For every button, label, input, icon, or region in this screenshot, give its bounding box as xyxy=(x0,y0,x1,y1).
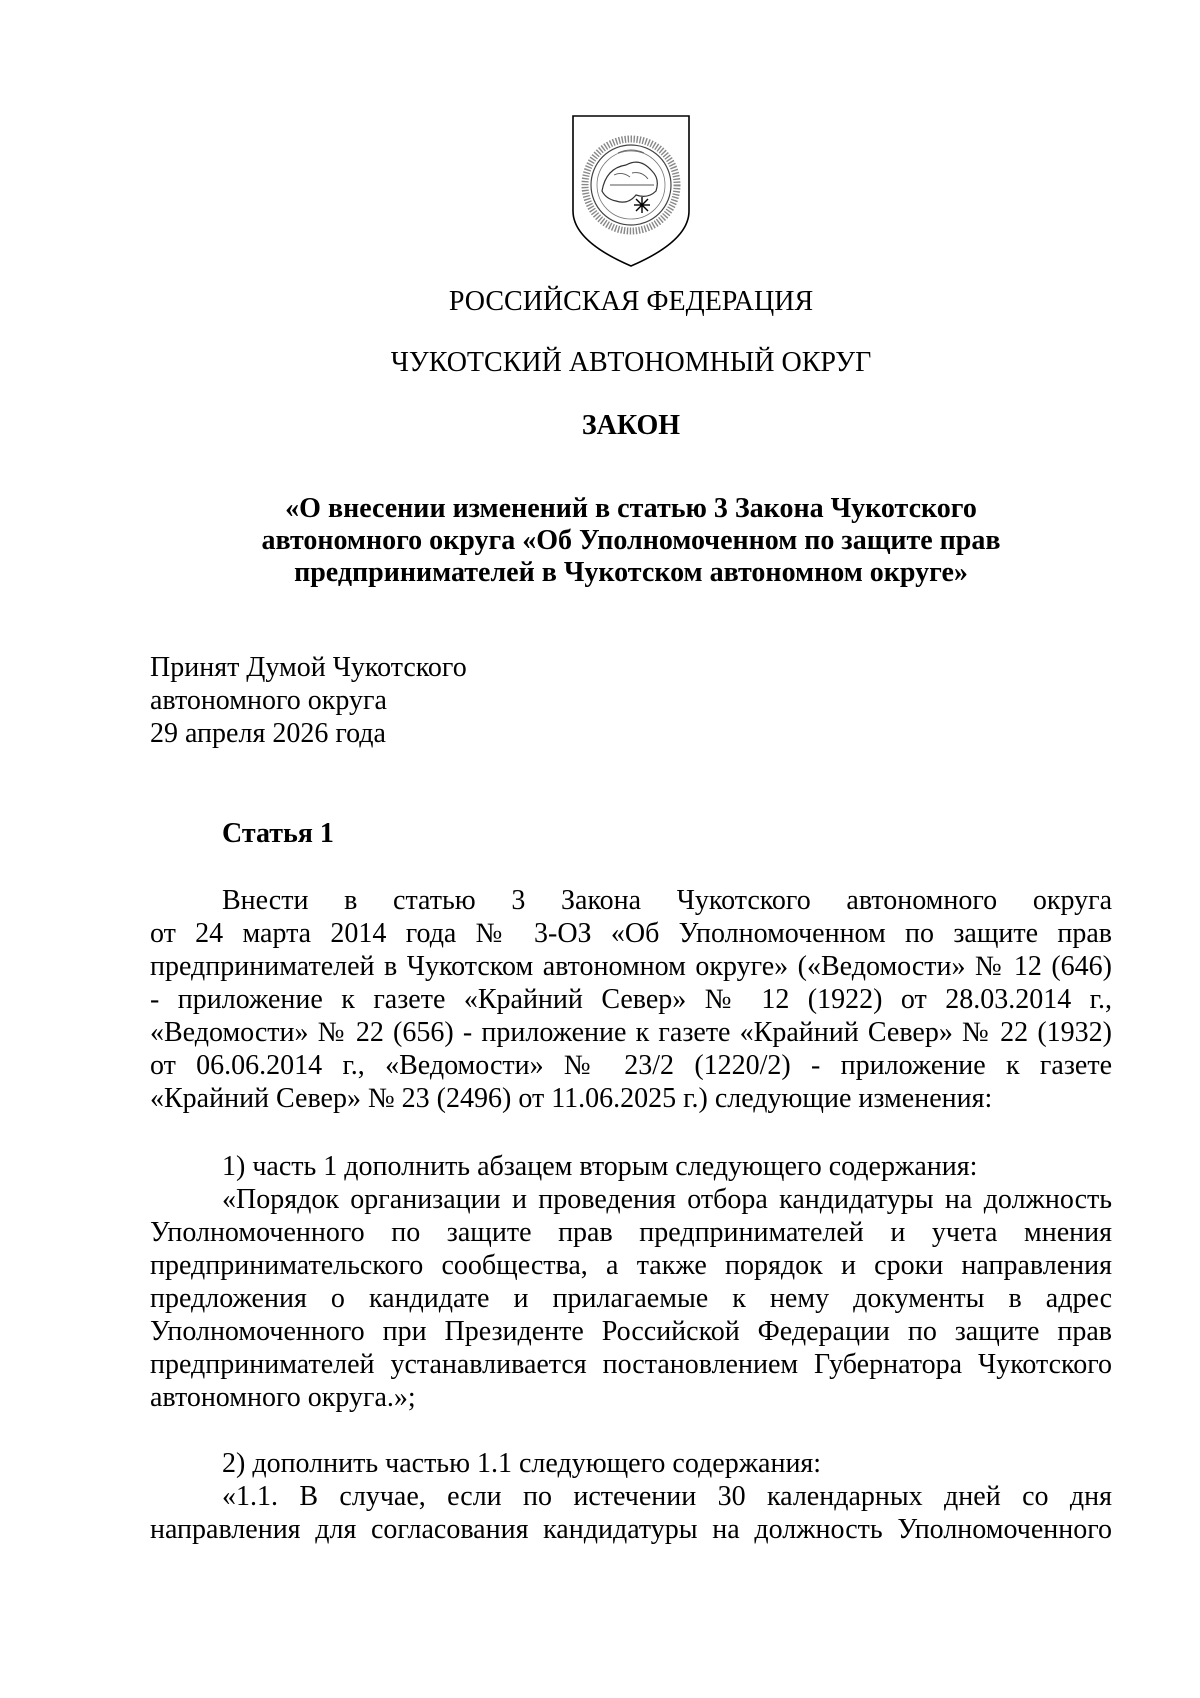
adoption-note xyxy=(150,651,467,750)
paragraph-line: Уполномоченного по защите прав предпринимателей и учета мнения xyxy=(150,1217,1112,1248)
adoption-note-line: Принят Думой Чукотского xyxy=(150,652,467,683)
paragraph-line: «Крайний Север» № 23 (2496) от 11.06.2025 г.) следующие изменения: xyxy=(150,1083,993,1114)
paragraph-line: Уполномоченного при Президенте Российской Федерации по защите прав xyxy=(150,1316,1112,1347)
coat-of-arms-emblem xyxy=(570,113,692,269)
country-heading: РОССИЙСКАЯ ФЕДЕРАЦИЯ xyxy=(448,286,814,317)
adoption-note-line: автономного округа xyxy=(150,685,387,716)
paragraph-line: «1.1. В случае, если по истечении 30 календарных дней со дня xyxy=(222,1481,1112,1512)
article-heading: Статья 1 xyxy=(222,818,334,849)
paragraph-line: 1) часть 1 дополнить абзацем вторым следующего содержания: xyxy=(222,1151,978,1182)
law-title-line: автономного округа «Об Уполномоченном по защите прав xyxy=(261,525,1001,556)
paragraph-line: предпринимателей в Чукотском автономном округе» («Ведомости» № 12 (646) xyxy=(150,951,1112,982)
document-type-heading: ЗАКОН xyxy=(581,410,681,441)
paragraph-line: предпринимательского сообщества, а также порядок и сроки направления xyxy=(150,1250,1112,1281)
adoption-date: 29 апреля 2026 года xyxy=(150,718,386,749)
paragraph-line: Внести в статью 3 Закона Чукотского автономного округа xyxy=(222,885,1112,916)
amendment-item-1 xyxy=(150,1150,1112,1414)
paragraph-line: предложения о кандидате и прилагаемые к нему документы в адрес xyxy=(150,1283,1112,1314)
paragraph-line: предпринимателей устанавливается постановлением Губернатора Чукотского xyxy=(150,1349,1112,1380)
paragraph-line: «Порядок организации и проведения отбора кандидатуры на должность xyxy=(222,1184,1112,1215)
paragraph-line: от 06.06.2014 г., «Ведомости» № 23/2 (1220/2) - приложение к газете xyxy=(150,1050,1112,1081)
law-title-line: предпринимателей в Чукотском автономном округе» xyxy=(294,557,968,588)
paragraph-line: «Ведомости» № 22 (656) - приложение к газете «Крайний Север» № 22 (1932) xyxy=(150,1017,1112,1048)
paragraph-line: 2) дополнить частью 1.1 следующего содержания: xyxy=(222,1448,822,1479)
region-heading: ЧУКОТСКИЙ АВТОНОМНЫЙ ОКРУГ xyxy=(390,347,872,378)
paragraph-line: направления для согласования кандидатуры на должность Уполномоченного xyxy=(150,1514,1112,1545)
law-title-line: «О внесении изменений в статью 3 Закона Чукотского xyxy=(285,493,977,524)
law-title xyxy=(150,493,1112,589)
article-intro-paragraph xyxy=(150,884,1112,1115)
amendment-item-2 xyxy=(150,1447,1112,1546)
paragraph-line: автономного округа.»; xyxy=(150,1382,416,1413)
paragraph-line: - приложение к газете «Крайний Север» № 12 (1922) от 28.03.2014 г., xyxy=(150,984,1112,1015)
paragraph-line: от 24 марта 2014 года № 3-ОЗ «Об Уполномоченном по защите прав xyxy=(150,918,1112,949)
